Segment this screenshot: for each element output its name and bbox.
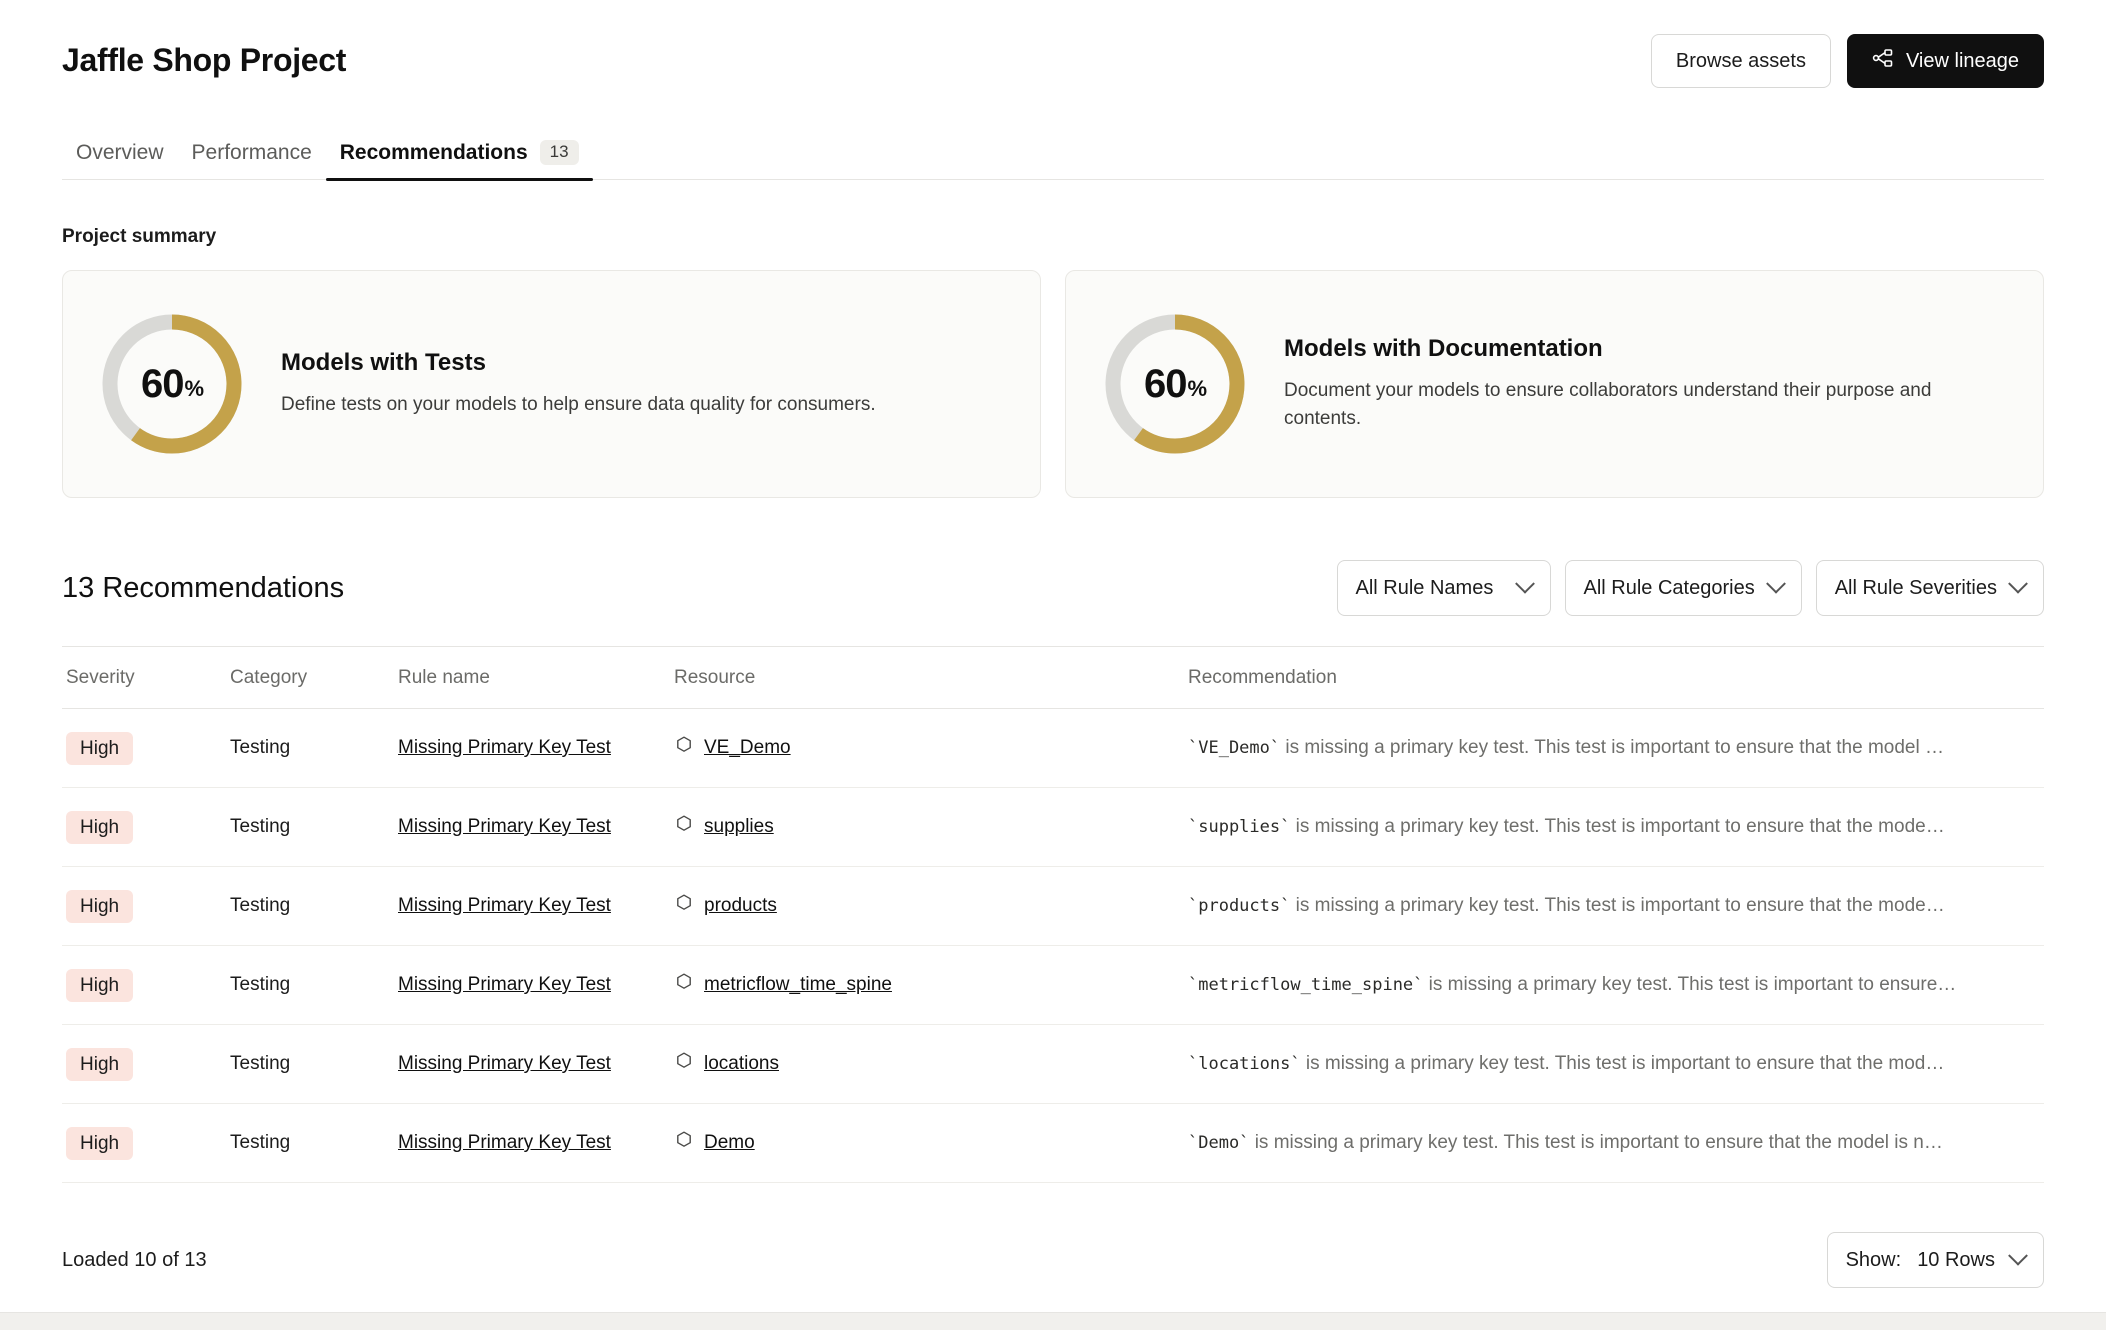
recommendation-code: `supplies` <box>1188 817 1291 837</box>
table-row[interactable] <box>62 1025 2044 1104</box>
model-icon <box>674 814 694 840</box>
rule-name-link[interactable]: Missing Primary Key Test <box>398 1053 611 1074</box>
cell-rule-name <box>398 1053 674 1075</box>
rule-name-link[interactable]: Missing Primary Key Test <box>398 737 611 758</box>
model-icon <box>674 972 694 998</box>
browse-assets-button[interactable] <box>1651 34 1831 88</box>
cell-category: Testing <box>230 974 291 995</box>
filter-rule-categories-label: All Rule Categories <box>1583 576 1755 599</box>
table-row[interactable] <box>62 1104 2044 1183</box>
cell-severity <box>62 969 230 1002</box>
cell-recommendation <box>1188 816 2044 838</box>
table-row[interactable] <box>62 709 2044 788</box>
cell-rule-name <box>398 737 674 759</box>
resource-link[interactable]: metricflow_time_spine <box>704 974 892 995</box>
cell-recommendation <box>1188 1132 2044 1154</box>
chevron-down-icon <box>2008 1246 2028 1266</box>
cell-rule-name <box>398 895 674 917</box>
status-badge: High <box>66 890 133 923</box>
tab-recommendations-label: Recommendations <box>339 140 528 164</box>
header-actions <box>1651 34 2044 88</box>
summary-card-desc-tests: Define tests on your models to help ensure data quality for consumers. <box>281 394 876 416</box>
status-badge: High <box>66 732 133 765</box>
resource-link[interactable]: locations <box>704 1053 779 1074</box>
tab-recommendations-badge: 13 <box>540 140 579 165</box>
summary-card-body-documentation <box>1284 335 2009 432</box>
cell-severity <box>62 811 230 844</box>
model-icon <box>674 1130 694 1156</box>
tab-overview[interactable] <box>62 141 178 179</box>
cell-category: Testing <box>230 737 291 758</box>
recommendations-table <box>62 646 2044 1183</box>
tab-performance[interactable] <box>178 141 326 179</box>
recommendation-code: `products` <box>1188 896 1291 916</box>
cell-resource <box>674 1130 1188 1156</box>
donut-number-tests: 60 <box>140 361 184 406</box>
resource-link[interactable]: VE_Demo <box>704 737 791 758</box>
donut-number-documentation: 60 <box>1143 361 1187 406</box>
table-row[interactable] <box>62 788 2044 867</box>
tab-bar <box>62 132 2044 180</box>
cell-category: Testing <box>230 895 291 916</box>
table-row[interactable] <box>62 867 2044 946</box>
recommendation-code: `Demo` <box>1188 1133 1250 1153</box>
summary-cards <box>62 270 2044 498</box>
resource-link[interactable]: products <box>704 895 777 916</box>
rule-name-link[interactable]: Missing Primary Key Test <box>398 895 611 916</box>
donut-value-documentation <box>1100 309 1250 459</box>
cell-category: Testing <box>230 1132 291 1153</box>
column-header-severity: Severity <box>66 666 135 688</box>
donut-unit-documentation: % <box>1187 376 1207 401</box>
rows-per-page-label: Show: <box>1845 1248 1902 1271</box>
summary-card-models-with-tests <box>62 270 1041 498</box>
filter-rule-severities-label: All Rule Severities <box>1834 576 1997 599</box>
donut-unit-tests: % <box>184 376 204 401</box>
cell-severity <box>62 1048 230 1081</box>
chevron-down-icon <box>1766 574 1786 594</box>
cell-resource <box>674 972 1188 998</box>
filter-rule-names-label: All Rule Names <box>1355 576 1494 599</box>
summary-card-models-with-documentation <box>1065 270 2044 498</box>
cell-severity <box>62 890 230 923</box>
cell-rule-name <box>398 1132 674 1154</box>
model-icon <box>674 893 694 919</box>
tab-overview-label: Overview <box>76 141 164 164</box>
cell-recommendation <box>1188 1053 2044 1075</box>
view-lineage-label: View lineage <box>1905 49 2019 72</box>
table-header-row <box>62 647 2044 709</box>
recommendation-code: `VE_Demo` <box>1188 738 1281 758</box>
recommendation-text: is missing a primary key test. This test is important to ensure that the model … <box>1280 737 1944 758</box>
summary-card-desc-documentation: Document your models to ensure collaborators understand their purpose and contents. <box>1284 380 1932 429</box>
rule-name-link[interactable]: Missing Primary Key Test <box>398 1132 611 1153</box>
cell-recommendation <box>1188 737 2044 759</box>
cell-resource <box>674 735 1188 761</box>
recommendation-text: is missing a primary key test. This test is important to ensure that the mode… <box>1290 895 1945 916</box>
cell-recommendation <box>1188 974 2044 996</box>
project-summary-label: Project summary <box>62 226 217 247</box>
table-row[interactable] <box>62 946 2044 1025</box>
recommendation-text: is missing a primary key test. This test is important to ensure… <box>1423 974 1957 995</box>
recommendation-code: `metricflow_time_spine` <box>1188 975 1424 995</box>
column-header-recommendation: Recommendation <box>1188 666 1337 688</box>
model-icon <box>674 735 694 761</box>
rows-per-page-select[interactable] <box>1827 1232 2044 1288</box>
cell-severity <box>62 1127 230 1160</box>
page-title: Jaffle Shop Project <box>62 42 347 78</box>
recommendation-text: is missing a primary key test. This test is important to ensure that the mod… <box>1300 1053 1945 1074</box>
cell-resource <box>674 1051 1188 1077</box>
status-badge: High <box>66 969 133 1002</box>
donut-chart-documentation <box>1100 309 1250 459</box>
recommendation-text: is missing a primary key test. This test is important to ensure that the model is n… <box>1249 1132 1943 1153</box>
recommendations-header <box>62 560 2044 616</box>
cell-resource <box>674 893 1188 919</box>
tab-performance-label: Performance <box>191 141 312 164</box>
status-badge: High <box>66 1048 133 1081</box>
rows-per-page-value: 10 Rows <box>1917 1248 1995 1271</box>
cell-category: Testing <box>230 816 291 837</box>
donut-value-tests <box>97 309 247 459</box>
filter-rule-categories[interactable] <box>1565 560 1802 616</box>
tab-recommendations[interactable] <box>326 140 593 179</box>
column-header-resource: Resource <box>674 666 756 688</box>
donut-chart-tests <box>97 309 247 459</box>
recommendations-heading: 13 Recommendations <box>62 571 345 604</box>
cell-rule-name <box>398 816 674 838</box>
column-header-rule-name: Rule name <box>398 666 490 688</box>
cell-recommendation <box>1188 895 2044 917</box>
summary-card-title-documentation: Models with Documentation <box>1284 335 1603 363</box>
model-icon <box>674 1051 694 1077</box>
recommendation-code: `locations` <box>1188 1054 1301 1074</box>
rule-name-link[interactable]: Missing Primary Key Test <box>398 816 611 837</box>
lineage-icon <box>1872 47 1894 75</box>
resource-link[interactable]: supplies <box>704 816 774 837</box>
summary-card-title-tests: Models with Tests <box>281 349 486 377</box>
filter-rule-names[interactable] <box>1337 560 1551 616</box>
recommendation-text: is missing a primary key test. This test is important to ensure that the mode… <box>1290 816 1945 837</box>
summary-card-body-tests <box>281 349 888 419</box>
status-badge: High <box>66 1127 133 1160</box>
loaded-count: Loaded 10 of 13 <box>62 1248 207 1271</box>
cell-rule-name <box>398 974 674 996</box>
status-badge: High <box>66 811 133 844</box>
cell-resource <box>674 814 1188 840</box>
resource-link[interactable]: Demo <box>704 1132 755 1153</box>
rule-name-link[interactable]: Missing Primary Key Test <box>398 974 611 995</box>
page-header <box>0 0 2106 88</box>
table-footer <box>0 1232 2106 1288</box>
browse-assets-label: Browse assets <box>1675 49 1806 72</box>
cell-severity <box>62 732 230 765</box>
recommendations-filters <box>1337 560 2045 616</box>
view-lineage-button[interactable] <box>1847 34 2044 88</box>
chevron-down-icon <box>2008 574 2028 594</box>
column-header-category: Category <box>230 666 308 688</box>
filter-rule-severities[interactable] <box>1816 560 2044 616</box>
bottom-strip <box>0 1312 2106 1330</box>
chevron-down-icon <box>1515 574 1535 594</box>
cell-category: Testing <box>230 1053 291 1074</box>
